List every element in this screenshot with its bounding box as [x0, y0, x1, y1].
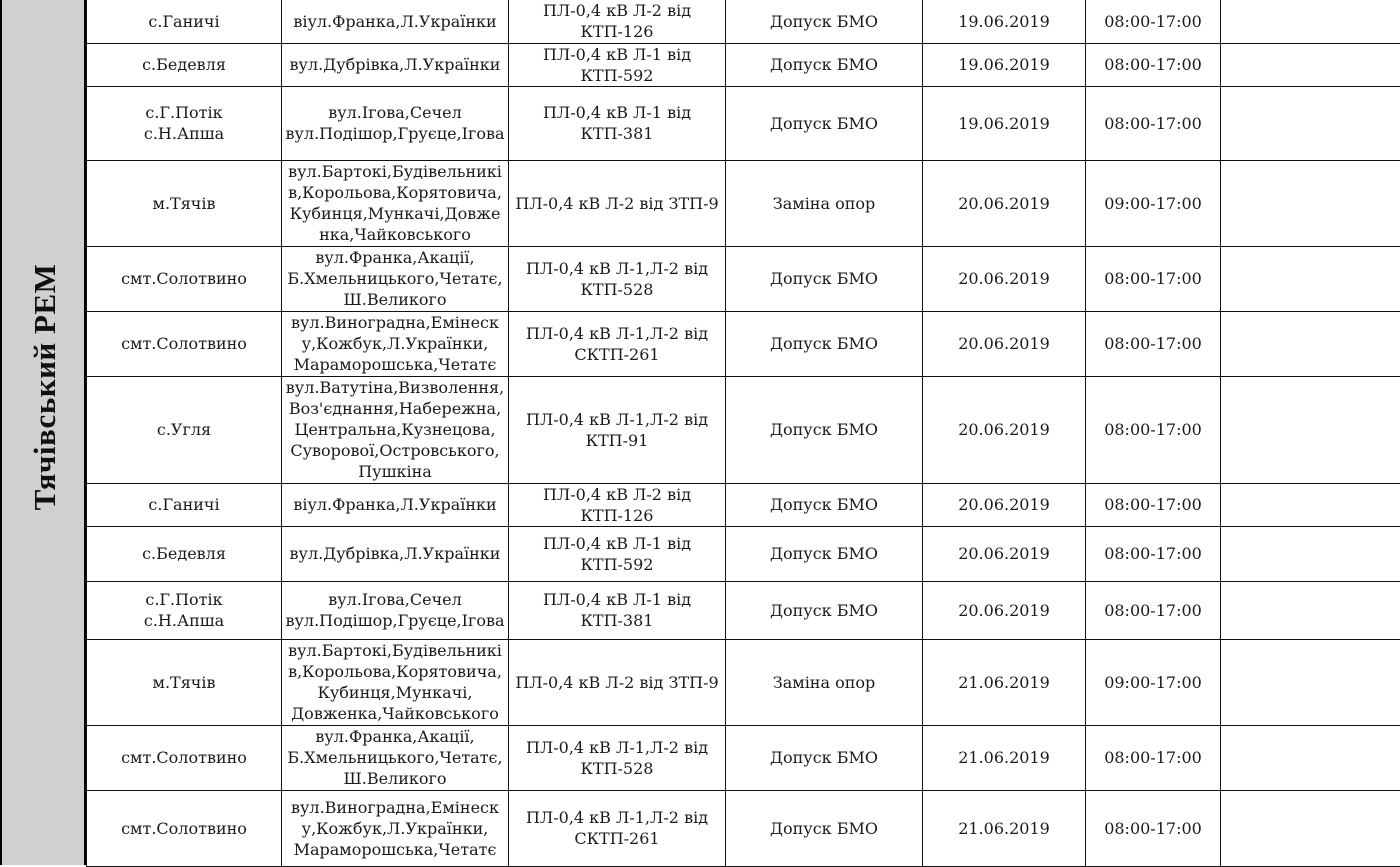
date-cell: 20.06.2019: [923, 483, 1086, 526]
note-cell: [1221, 246, 1400, 311]
streets-cell: вул.Дубрівка,Л.Українки: [282, 43, 509, 86]
work-type-cell: Допуск БМО: [726, 311, 923, 376]
work-type-cell: Допуск БМО: [726, 483, 923, 526]
streets-cell: віул.Франка,Л.Українки: [282, 0, 509, 43]
power-line-cell: ПЛ-0,4 кВ Л-2 від КТП-126: [509, 0, 726, 43]
settlement-cell: смт.Солотвино: [87, 725, 282, 790]
power-line-cell: ПЛ-0,4 кВ Л-1 від КТП-592: [509, 43, 726, 86]
settlement-cell: смт.Солотвино: [87, 311, 282, 376]
time-cell: 08:00-17:00: [1086, 790, 1221, 866]
power-line-cell: ПЛ-0,4 кВ Л-1,Л-2 від КТП-91: [509, 376, 726, 483]
note-cell: [1221, 483, 1400, 526]
work-type-cell: Допуск БМО: [726, 526, 923, 581]
time-cell: 08:00-17:00: [1086, 483, 1221, 526]
date-cell: 21.06.2019: [923, 725, 1086, 790]
table-row: [87, 725, 1400, 790]
settlement-cell: с.Бедевля: [87, 526, 282, 581]
time-cell: 09:00-17:00: [1086, 160, 1221, 246]
power-line-cell: ПЛ-0,4 кВ Л-2 від ЗТП-9: [509, 639, 726, 725]
power-line-cell: ПЛ-0,4 кВ Л-1,Л-2 від КТП-528: [509, 725, 726, 790]
streets-cell: вул.Ватутіна,Визволення,Воз'єднання,Набережна, Центральна,Кузнецова, Суворової,Островського, Пушкіна: [282, 376, 509, 483]
work-type-cell: Допуск БМО: [726, 376, 923, 483]
note-cell: [1221, 639, 1400, 725]
work-type-cell: Допуск БМО: [726, 790, 923, 866]
table-row: [87, 160, 1400, 246]
settlement-cell: с.Г.Потік с.Н.Апша: [87, 86, 282, 160]
table-row: [87, 790, 1400, 866]
power-line-cell: ПЛ-0,4 кВ Л-1,Л-2 від СКТП-261: [509, 311, 726, 376]
streets-cell: вул.Ігова,Сечел вул.Подішор,Груєце,Ігова: [282, 581, 509, 639]
streets-cell: вул.Виноградна,Емінеску,Кожбук,Л.Українки, Мараморошська,Четатє: [282, 311, 509, 376]
note-cell: [1221, 581, 1400, 639]
date-cell: 21.06.2019: [923, 639, 1086, 725]
work-type-cell: Допуск БМО: [726, 43, 923, 86]
table-row: [87, 639, 1400, 725]
work-type-cell: Допуск БМО: [726, 0, 923, 43]
streets-cell: вул.Бартокі,Будівельників,Корольова,Корятовича,Кубинця,Мункачі, Довженка,Чайковського: [282, 639, 509, 725]
note-cell: [1221, 160, 1400, 246]
table-row: [87, 246, 1400, 311]
time-cell: 08:00-17:00: [1086, 43, 1221, 86]
time-cell: 08:00-17:00: [1086, 376, 1221, 483]
outage-schedule-table: [86, 0, 1400, 867]
power-line-cell: ПЛ-0,4 кВ Л-1 від КТП-381: [509, 86, 726, 160]
time-cell: 08:00-17:00: [1086, 581, 1221, 639]
settlement-cell: с.Ганичі: [87, 483, 282, 526]
settlement-cell: смт.Солотвино: [87, 246, 282, 311]
table-row: [87, 43, 1400, 86]
date-cell: 19.06.2019: [923, 86, 1086, 160]
streets-cell: вул.Виноградна,Емінеску,Кожбук,Л.Українки, Мараморошська,Четатє: [282, 790, 509, 866]
settlement-cell: м.Тячів: [87, 639, 282, 725]
settlement-cell: с.Бедевля: [87, 43, 282, 86]
date-cell: 20.06.2019: [923, 376, 1086, 483]
date-cell: 20.06.2019: [923, 581, 1086, 639]
note-cell: [1221, 86, 1400, 160]
table-row: [87, 483, 1400, 526]
date-cell: 21.06.2019: [923, 790, 1086, 866]
work-type-cell: Допуск БМО: [726, 86, 923, 160]
power-line-cell: ПЛ-0,4 кВ Л-1 від КТП-381: [509, 581, 726, 639]
time-cell: 08:00-17:00: [1086, 311, 1221, 376]
time-cell: 08:00-17:00: [1086, 526, 1221, 581]
work-type-cell: Заміна опор: [726, 639, 923, 725]
table-row: [87, 581, 1400, 639]
table-row: [87, 0, 1400, 43]
time-cell: 09:00-17:00: [1086, 639, 1221, 725]
table-row: [87, 376, 1400, 483]
work-type-cell: Допуск БМО: [726, 725, 923, 790]
note-cell: [1221, 526, 1400, 581]
power-line-cell: ПЛ-0,4 кВ Л-1,Л-2 від КТП-528: [509, 246, 726, 311]
date-cell: 20.06.2019: [923, 526, 1086, 581]
table-row: [87, 311, 1400, 376]
work-type-cell: Заміна опор: [726, 160, 923, 246]
date-cell: 20.06.2019: [923, 246, 1086, 311]
note-cell: [1221, 311, 1400, 376]
schedule-rows: [87, 0, 1400, 866]
streets-cell: вул.Франка,Акації, Б.Хмельницького,Четатє, Ш.Великого: [282, 725, 509, 790]
work-type-cell: Допуск БМО: [726, 246, 923, 311]
streets-cell: вул.Франка,Акації, Б.Хмельницького,Четатє, Ш.Великого: [282, 246, 509, 311]
power-line-cell: ПЛ-0,4 кВ Л-2 від КТП-126: [509, 483, 726, 526]
settlement-cell: смт.Солотвино: [87, 790, 282, 866]
note-cell: [1221, 376, 1400, 483]
work-type-cell: Допуск БМО: [726, 581, 923, 639]
settlement-cell: с.Г.Потік с.Н.Апша: [87, 581, 282, 639]
time-cell: 08:00-17:00: [1086, 725, 1221, 790]
time-cell: 08:00-17:00: [1086, 86, 1221, 160]
settlement-cell: м.Тячів: [87, 160, 282, 246]
note-cell: [1221, 0, 1400, 43]
power-line-cell: ПЛ-0,4 кВ Л-1,Л-2 від СКТП-261: [509, 790, 726, 866]
note-cell: [1221, 725, 1400, 790]
district-label: Тячівський РЕМ: [27, 264, 63, 511]
streets-cell: вул.Бартокі,Будівельників,Корольова,Корятовича,Кубинця,Мункачі,Довженка,Чайковського: [282, 160, 509, 246]
settlement-cell: с.Ганичі: [87, 0, 282, 43]
date-cell: 20.06.2019: [923, 311, 1086, 376]
power-line-cell: ПЛ-0,4 кВ Л-2 від ЗТП-9: [509, 160, 726, 246]
date-cell: 20.06.2019: [923, 160, 1086, 246]
power-line-cell: ПЛ-0,4 кВ Л-1 від КТП-592: [509, 526, 726, 581]
date-cell: 19.06.2019: [923, 43, 1086, 86]
streets-cell: віул.Франка,Л.Українки: [282, 483, 509, 526]
time-cell: 08:00-17:00: [1086, 246, 1221, 311]
settlement-cell: с.Угля: [87, 376, 282, 483]
note-cell: [1221, 790, 1400, 866]
district-side-column: [0, 0, 86, 865]
table-row: [87, 86, 1400, 160]
streets-cell: вул.Ігова,Сечел вул.Подішор,Груєце,Ігова: [282, 86, 509, 160]
date-cell: 19.06.2019: [923, 0, 1086, 43]
time-cell: 08:00-17:00: [1086, 0, 1221, 43]
note-cell: [1221, 43, 1400, 86]
table-row: [87, 526, 1400, 581]
streets-cell: вул.Дубрівка,Л.Українки: [282, 526, 509, 581]
